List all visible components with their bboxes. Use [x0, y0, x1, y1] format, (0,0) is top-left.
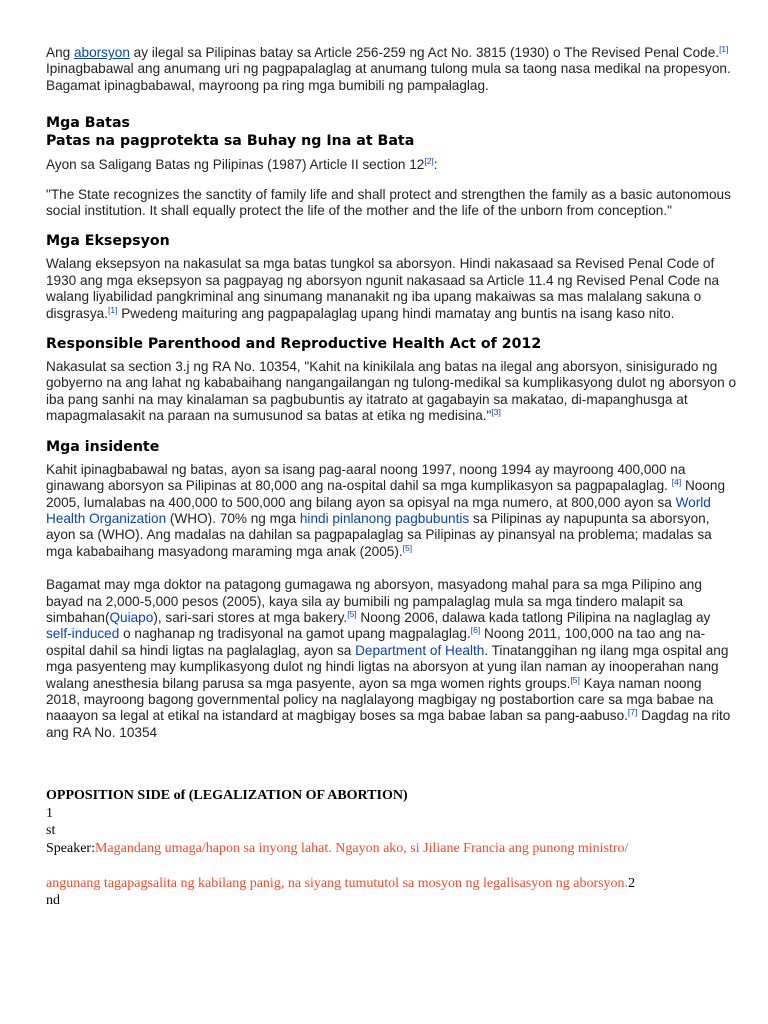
speaker-line [46, 841, 736, 857]
insidente-paragraph-2: Bagamat may mga doktor na patagong gumagawa ng aborsyon, masyadong mahal para sa mga Pilipino ang bayad na 2,000-5,000 pesos (2005), kaya sila ay bumibili ng pampalaglag mula sa mga tindero malapit sa simbahan(Quiapo), sari-sari stores at mga bakery.[5] Noong 2006, dalawa kada tatlong Pilipina na naglaglag ay self-induced o naghanap ng tradisyonal na gamot upang magpalaglag.[6] Noong 2011, 100,000 na tao ang na-ospital dahil sa hindi ligtas na paglalaglag, ayon sa Department of Health. Tinatanggihan ng ilang mga ospital ang mga pasyenteng may kumplikasyong dulot ng hindi ligtas na aborsyon at yung ilan naman ay inooperahan nang walang anesthesia bilang parusa sa mga pasyente, ayon sa mga women rights groups.[5] Kaya naman noong 2018, mayroong bagong governmental policy na naglalayong magbigay ng postabortion care sa mga babae na naaayon sa legal at etikal na istandard at magbigay boses sa mga babae laban sa pang-aabuso.[7] Dagdag na rito ang RA No. 10354 [46, 577, 731, 740]
speech-line-2: angunang tagapagsalita ng kabilang panig, na siyang tumututol sa mosyon ng legalisasyon ng aborsyon. [46, 875, 629, 891]
ref-link[interactable]: [7] [627, 707, 638, 718]
quiapo-link[interactable]: Quiapo [109, 609, 154, 625]
ref-link[interactable]: [3] [491, 407, 501, 418]
ref-link[interactable]: [5] [570, 674, 580, 685]
saligang-batas-paragraph: Ayon sa Saligang Batas ng Pilipinas (1987) Article II section 12[2]: [46, 156, 438, 173]
rh-act-heading: Responsible Parenthood and Reproductive Health Act of 2012 [46, 336, 542, 353]
who-link[interactable]: World Health Organization [46, 494, 711, 526]
aborsyon-link[interactable]: aborsyon [73, 45, 130, 60]
unplanned-pregnancy-link[interactable]: hindi pinlanong pagbubuntis [299, 510, 470, 526]
patas-heading: Patas na pagprotekta sa Buhay ng Ina at Bata [46, 133, 415, 150]
opposition-title: OPPOSITION SIDE of (LEGALIZATION OF ABORTION) [46, 788, 408, 804]
speech-line-2-row [46, 876, 736, 892]
ref-link[interactable]: [1] [719, 44, 729, 54]
ref-link[interactable]: [5] [402, 542, 413, 553]
speaker-ordinal-nd: nd [46, 893, 60, 909]
speaker-label: Speaker: [46, 841, 95, 857]
intro-paragraph: Ang aborsyon ay ilegal sa Pilipinas batay sa Article 256-259 ng Act No. 3815 (1930) o The Revised Penal Code.[1] Ipinagbabawal ang anumang uri ng pagpapalaglag at anumang tulong mula sa taong nasa medikal na propesyon. Bagamat ipinagbabawal, mayroong pa ring mga bumibili ng pampalaglag. [46, 44, 731, 93]
rh-act-paragraph: Nakasulat sa section 3.j ng RA No. 10354, "Kahit na kinikilala ang batas na ilegal ang aborsyon, sinisigurado ng gobyerno na ang lahat ng kababaihang nangangailangan ng tulong-medikal sa kumplikasyong dulot ng aborsyon o iba pang sanhi na may kinalaman sa pagbubuntis ay itatrato at gagabayin sa makatao, di-mapanghusga at mapagmalasakit na paraan na sumusunod sa batas at etika ng medisina."[3] [46, 359, 737, 424]
ref-link[interactable]: [6] [470, 625, 481, 636]
self-induced-link[interactable]: self-induced [46, 626, 120, 642]
speaker-number-1: 1 [46, 805, 53, 821]
insidente-heading: Mga insidente [46, 438, 160, 455]
speaker-number-2: 2 [628, 875, 636, 891]
ref-link[interactable]: [1] [107, 304, 118, 315]
ref-link[interactable]: [5] [347, 608, 357, 619]
doh-link[interactable]: Department of Health [355, 642, 485, 658]
mga-batas-heading: Mga Batas [46, 115, 130, 132]
ref-link[interactable]: [2] [424, 156, 434, 167]
ref-link[interactable]: [4] [671, 477, 682, 488]
constitution-quote: "The State recognizes the sanctity of family life and shall protect and strengthen the family as a basic autonomous social institution. It shall equally protect the life of the mother and the life of the unborn from conception." [46, 186, 731, 219]
speech-line-1: Magandang umaga/hapon sa inyong lahat. Ngayon ako, si Jiliane Francia ang punong ministro/ [94, 841, 629, 857]
insidente-paragraph-1: Kahit ipinagbabawal ng batas, ayon sa isang pag-aaral noong 1997, noong 1994 ay mayroong 400,000 na ginawang aborsyon sa Pilipinas at 80,000 ang na-ospital dahil sa mga kumplikasyon sa pagpapalaglag. [4] Noong 2005, lumalabas na 400,000 to 500,000 ang bilang ayon sa opisyal na mga numero, at 800,000 ayon sa World Health Organization (WHO). 70% ng mga hindi pinlanong pagbubuntis sa Pilipinas ay napupunta sa aborsyon, ayon sa (WHO). Ang madalas na dahilan sa pagpapalaglag sa Pilipinas ay pinansyal na problema; madalas sa mga kababaihang masyadong maraming mga anak (2005).[5] [46, 461, 726, 559]
speaker-ordinal-st: st [46, 823, 56, 838]
eksepsyon-heading: Mga Eksepsyon [46, 233, 170, 250]
eksepsyon-paragraph: Walang eksepsyon na nakasulat sa mga batas tungkol sa aborsyon. Hindi nakasaad sa Revised Penal Code of 1930 ang mga eksepsyon sa pagpayag ng aborsyon ngunit nakasaad sa Article 11.4 ng Revised Penal Code na walang liyabilidad pangkriminal ang sinumang mananakit ng iba upang makaiwas sa mas malalang sakuna o disgrasya.[1] Pwedeng maituring ang pagpapalaglag upang hindi mamatay ang buntis na isang kaso nito. [46, 256, 720, 321]
article-page [46, 45, 736, 910]
